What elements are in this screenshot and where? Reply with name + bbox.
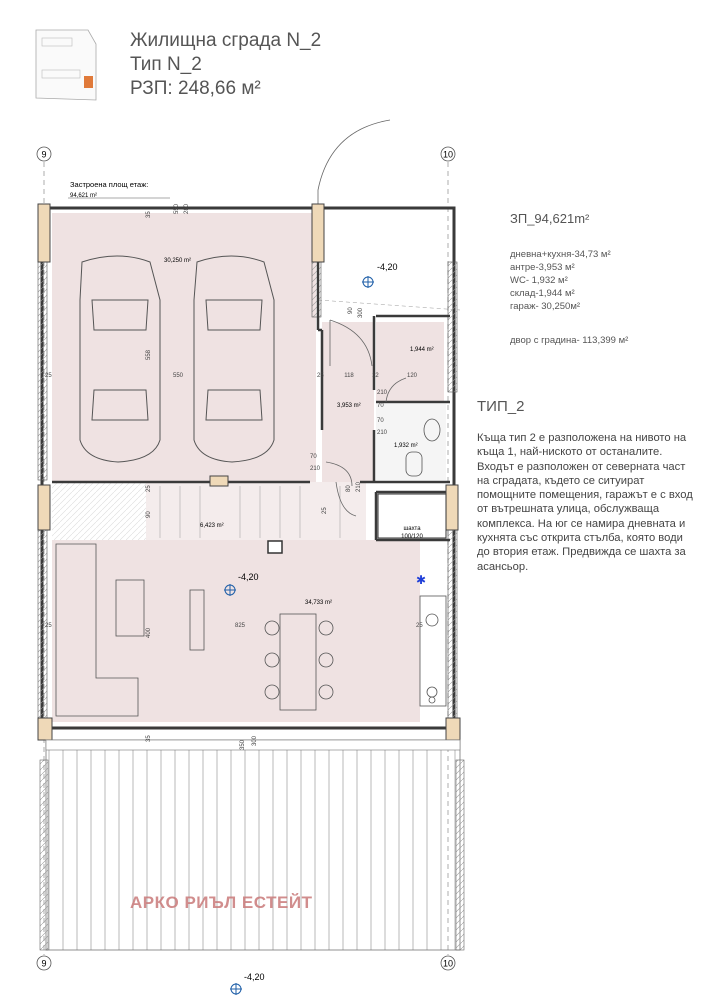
hall-area: 3,953 m² xyxy=(337,403,361,409)
svg-text:90: 90 xyxy=(348,307,354,314)
svg-text:210: 210 xyxy=(377,430,388,436)
svg-text:350: 350 xyxy=(240,739,246,750)
yard-area: двор с градина- 113,399 м² xyxy=(510,335,629,346)
room-area-hall: антре-3,953 м² xyxy=(510,262,575,273)
svg-text:70: 70 xyxy=(377,403,384,409)
svg-text:35: 35 xyxy=(146,211,152,218)
built-area-value: 94,621 m² xyxy=(70,193,98,199)
svg-text:400: 400 xyxy=(146,627,152,638)
svg-text:25: 25 xyxy=(322,507,328,514)
gross-area-title: РЗП: 248,66 м² xyxy=(130,78,261,99)
stair-area: 6,423 m² xyxy=(200,523,224,529)
svg-text:90: 90 xyxy=(146,511,152,518)
living-room xyxy=(52,540,420,722)
axis-label-9-bottom: 9 xyxy=(41,958,47,969)
type-heading: ТИП_2 xyxy=(477,398,525,415)
asterisk-icon: ✱ xyxy=(416,573,427,587)
svg-text:80: 80 xyxy=(346,485,352,492)
svg-text:210: 210 xyxy=(377,390,388,396)
room-area-garage: гараж- 30,250м² xyxy=(510,301,581,312)
room-area-storage: склад-1,944 м² xyxy=(510,288,575,299)
svg-text:550: 550 xyxy=(174,203,180,214)
svg-text:25: 25 xyxy=(45,623,52,629)
level-marker-hall xyxy=(362,262,398,288)
axis-label-10-top: 10 xyxy=(442,149,454,160)
level-label-hall: -4,20 xyxy=(377,262,398,272)
svg-text:25: 25 xyxy=(416,623,423,629)
svg-text:280: 280 xyxy=(184,203,190,214)
svg-text:558: 558 xyxy=(146,349,152,360)
svg-text:25: 25 xyxy=(317,373,324,379)
svg-text:25: 25 xyxy=(45,373,52,379)
svg-text:120: 120 xyxy=(406,373,418,379)
svg-text:300: 300 xyxy=(358,307,364,318)
storage-area: 1,944 m² xyxy=(410,347,434,353)
axis-label-9-top: 9 xyxy=(41,149,47,160)
level-marker-outside xyxy=(230,972,265,995)
level-label-outside: -4,20 xyxy=(244,972,265,982)
svg-text:210: 210 xyxy=(356,481,362,492)
wc-room xyxy=(376,404,446,480)
garage-room xyxy=(52,213,316,482)
entrance-arc xyxy=(318,120,390,212)
svg-text:118: 118 xyxy=(344,373,354,379)
garage-area: 30,250 m² xyxy=(164,258,192,264)
stair-room xyxy=(146,482,366,540)
room-area-wc: WC- 1,932 м² xyxy=(510,275,568,286)
svg-text:70: 70 xyxy=(310,454,317,460)
watermark: АРКО РИЪЛ ЕСТЕЙТ xyxy=(130,893,313,912)
level-label-living: -4,20 xyxy=(238,572,259,582)
svg-text:25: 25 xyxy=(146,485,152,492)
built-area-label: Застроена площ етаж: xyxy=(70,180,149,189)
living-area: 34,733 m² xyxy=(305,600,333,606)
shaft-size: 100/120 xyxy=(401,534,423,540)
svg-text:210: 210 xyxy=(310,466,321,472)
svg-text:70: 70 xyxy=(377,418,384,424)
built-area-summary: ЗП_94,621m² xyxy=(510,211,590,226)
type-description: Къща тип 2 е разположена на нивото на къща 1, най-ниското от останалите. Входът е разположен от северната част на сградата, където се ситуират помощните помещения, гаражът е с вход от вътрешната улица, обслужваща комплекса. На юг се намира дневната и кухнята със открита стълба, която води до втория етаж. Предвижда се шахта за асансьор. xyxy=(477,432,693,573)
terrace-deck xyxy=(46,740,460,950)
site-key-thumbnail xyxy=(36,30,96,100)
svg-text:825: 825 xyxy=(234,623,246,629)
svg-text:550: 550 xyxy=(172,373,184,379)
shaft-label: шахта xyxy=(403,526,421,532)
site-key-highlight xyxy=(84,76,93,88)
svg-text:35: 35 xyxy=(146,735,152,742)
axis-label-10-bottom: 10 xyxy=(442,958,454,969)
room-area-living: дневна+кухня-34,73 м² xyxy=(510,249,611,260)
type-title: Тип N_2 xyxy=(130,54,202,75)
wc-area: 1,932 m² xyxy=(394,443,418,449)
svg-text:300: 300 xyxy=(252,735,258,746)
svg-text:12: 12 xyxy=(372,373,379,379)
building-title: Жилищна сграда N_2 xyxy=(130,30,322,51)
